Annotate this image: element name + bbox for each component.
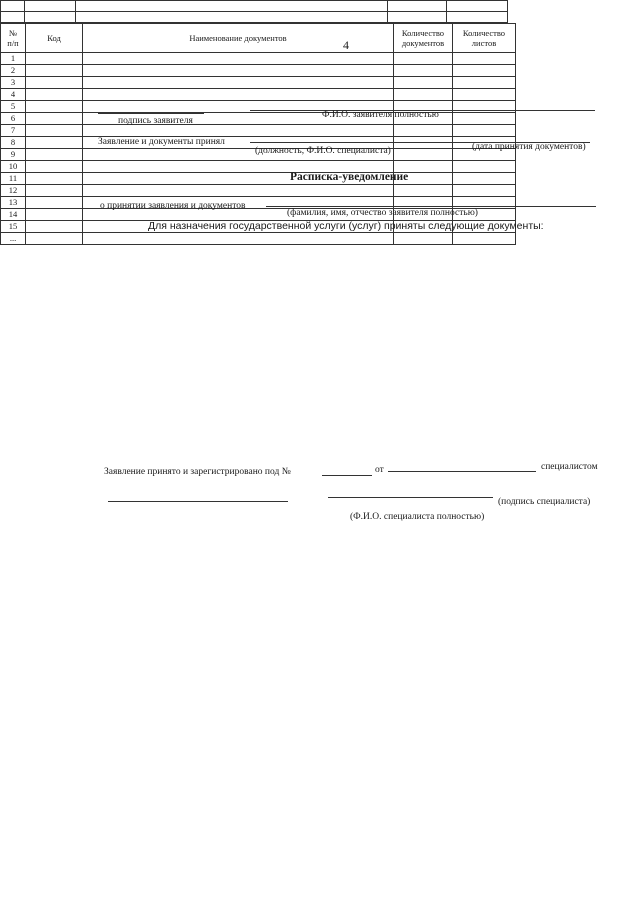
registration-number-line	[322, 475, 372, 476]
header-sheet-count: Количество листов	[453, 24, 516, 53]
row-name	[83, 53, 394, 65]
row-sheet-count	[453, 233, 516, 245]
row-number: 2	[1, 65, 26, 77]
table-row	[1, 125, 516, 137]
row-code	[26, 233, 83, 245]
row-code	[26, 221, 83, 233]
row-code	[26, 113, 83, 125]
registration-from-label: от	[375, 465, 384, 475]
specialist-signature-caption: (подпись специалиста)	[498, 497, 591, 507]
page-number: 4	[343, 38, 349, 52]
row-name	[83, 77, 394, 89]
receipt-fio-caption: (фамилия, имя, отчество заявителя полностью)	[287, 208, 478, 218]
row-doc-count	[394, 65, 453, 77]
row-name	[83, 185, 394, 197]
receipt-about-label: о принятии заявления и документов	[100, 201, 246, 211]
row-number: ...	[1, 233, 26, 245]
applicant-signature-line	[98, 113, 204, 114]
header-name: Наименование документов	[83, 24, 394, 53]
registration-date-line	[388, 471, 536, 472]
row-code	[26, 149, 83, 161]
specialist-fio-line	[108, 501, 288, 502]
row-number: 4	[1, 89, 26, 101]
accepted-by-date-caption: (дата принятия документов)	[472, 142, 586, 152]
service-line: Для назначения государственной услуги (услуг) приняты следующие документы:	[148, 220, 544, 232]
row-sheet-count	[453, 113, 516, 125]
row-number: 3	[1, 77, 26, 89]
row-sheet-count	[453, 161, 516, 173]
row-number: 14	[1, 209, 26, 221]
row-code	[26, 101, 83, 113]
documents-table-header	[1, 24, 516, 53]
row-number: 13	[1, 197, 26, 209]
row-doc-count	[394, 53, 453, 65]
row-number: 6	[1, 113, 26, 125]
row-doc-count	[394, 89, 453, 101]
row-sheet-count	[453, 77, 516, 89]
row-number: 12	[1, 185, 26, 197]
receipt-fio-line	[266, 206, 596, 207]
row-number: 9	[1, 149, 26, 161]
row-sheet-count	[453, 65, 516, 77]
table-row	[1, 185, 516, 197]
row-number: 11	[1, 173, 26, 185]
row-code	[26, 89, 83, 101]
row-name	[83, 65, 394, 77]
row-code	[26, 185, 83, 197]
header-doc-count: Количество документов	[394, 24, 453, 53]
header-num: № п/п	[1, 24, 26, 53]
row-code	[26, 125, 83, 137]
row-number: 8	[1, 137, 26, 149]
previous-page-table-tail	[0, 0, 508, 23]
row-sheet-count	[453, 125, 516, 137]
table-row	[1, 77, 516, 89]
specialist-fio-caption: (Ф.И.О. специалиста полностью)	[350, 512, 485, 522]
table-row	[1, 65, 516, 77]
row-number: 10	[1, 161, 26, 173]
table-row	[1, 89, 516, 101]
receipt-title: Расписка-уведомление	[290, 171, 409, 183]
table-row	[1, 53, 516, 65]
row-code	[26, 209, 83, 221]
row-code	[26, 197, 83, 209]
applicant-fio-caption: Ф.И.О. заявителя полностью	[322, 110, 439, 120]
row-sheet-count	[453, 185, 516, 197]
specialist-signature-line	[328, 497, 493, 498]
row-code	[26, 161, 83, 173]
row-name	[83, 89, 394, 101]
table-row	[1, 161, 516, 173]
row-code	[26, 77, 83, 89]
row-code	[26, 65, 83, 77]
row-sheet-count	[453, 53, 516, 65]
row-number: 1	[1, 53, 26, 65]
accepted-by-position-caption: (должность, Ф.И.О. специалиста)	[255, 146, 391, 156]
row-doc-count	[394, 233, 453, 245]
row-name	[83, 233, 394, 245]
table-row	[1, 173, 516, 185]
row-code	[26, 173, 83, 185]
row-code	[26, 137, 83, 149]
row-doc-count	[394, 77, 453, 89]
header-code: Код	[26, 24, 83, 53]
accepted-by-label: Заявление и документы принял	[98, 137, 225, 147]
registration-specialist-label: специалистом	[541, 462, 598, 472]
row-doc-count	[394, 125, 453, 137]
row-code	[26, 53, 83, 65]
row-number: 5	[1, 101, 26, 113]
applicant-signature-caption: подпись заявителя	[118, 116, 193, 126]
row-number: 7	[1, 125, 26, 137]
row-sheet-count	[453, 89, 516, 101]
row-doc-count	[394, 149, 453, 161]
row-sheet-count	[453, 173, 516, 185]
table-row	[1, 233, 516, 245]
row-doc-count	[394, 185, 453, 197]
row-number: 15	[1, 221, 26, 233]
registration-text: Заявление принято и зарегистрировано под №	[104, 467, 291, 477]
